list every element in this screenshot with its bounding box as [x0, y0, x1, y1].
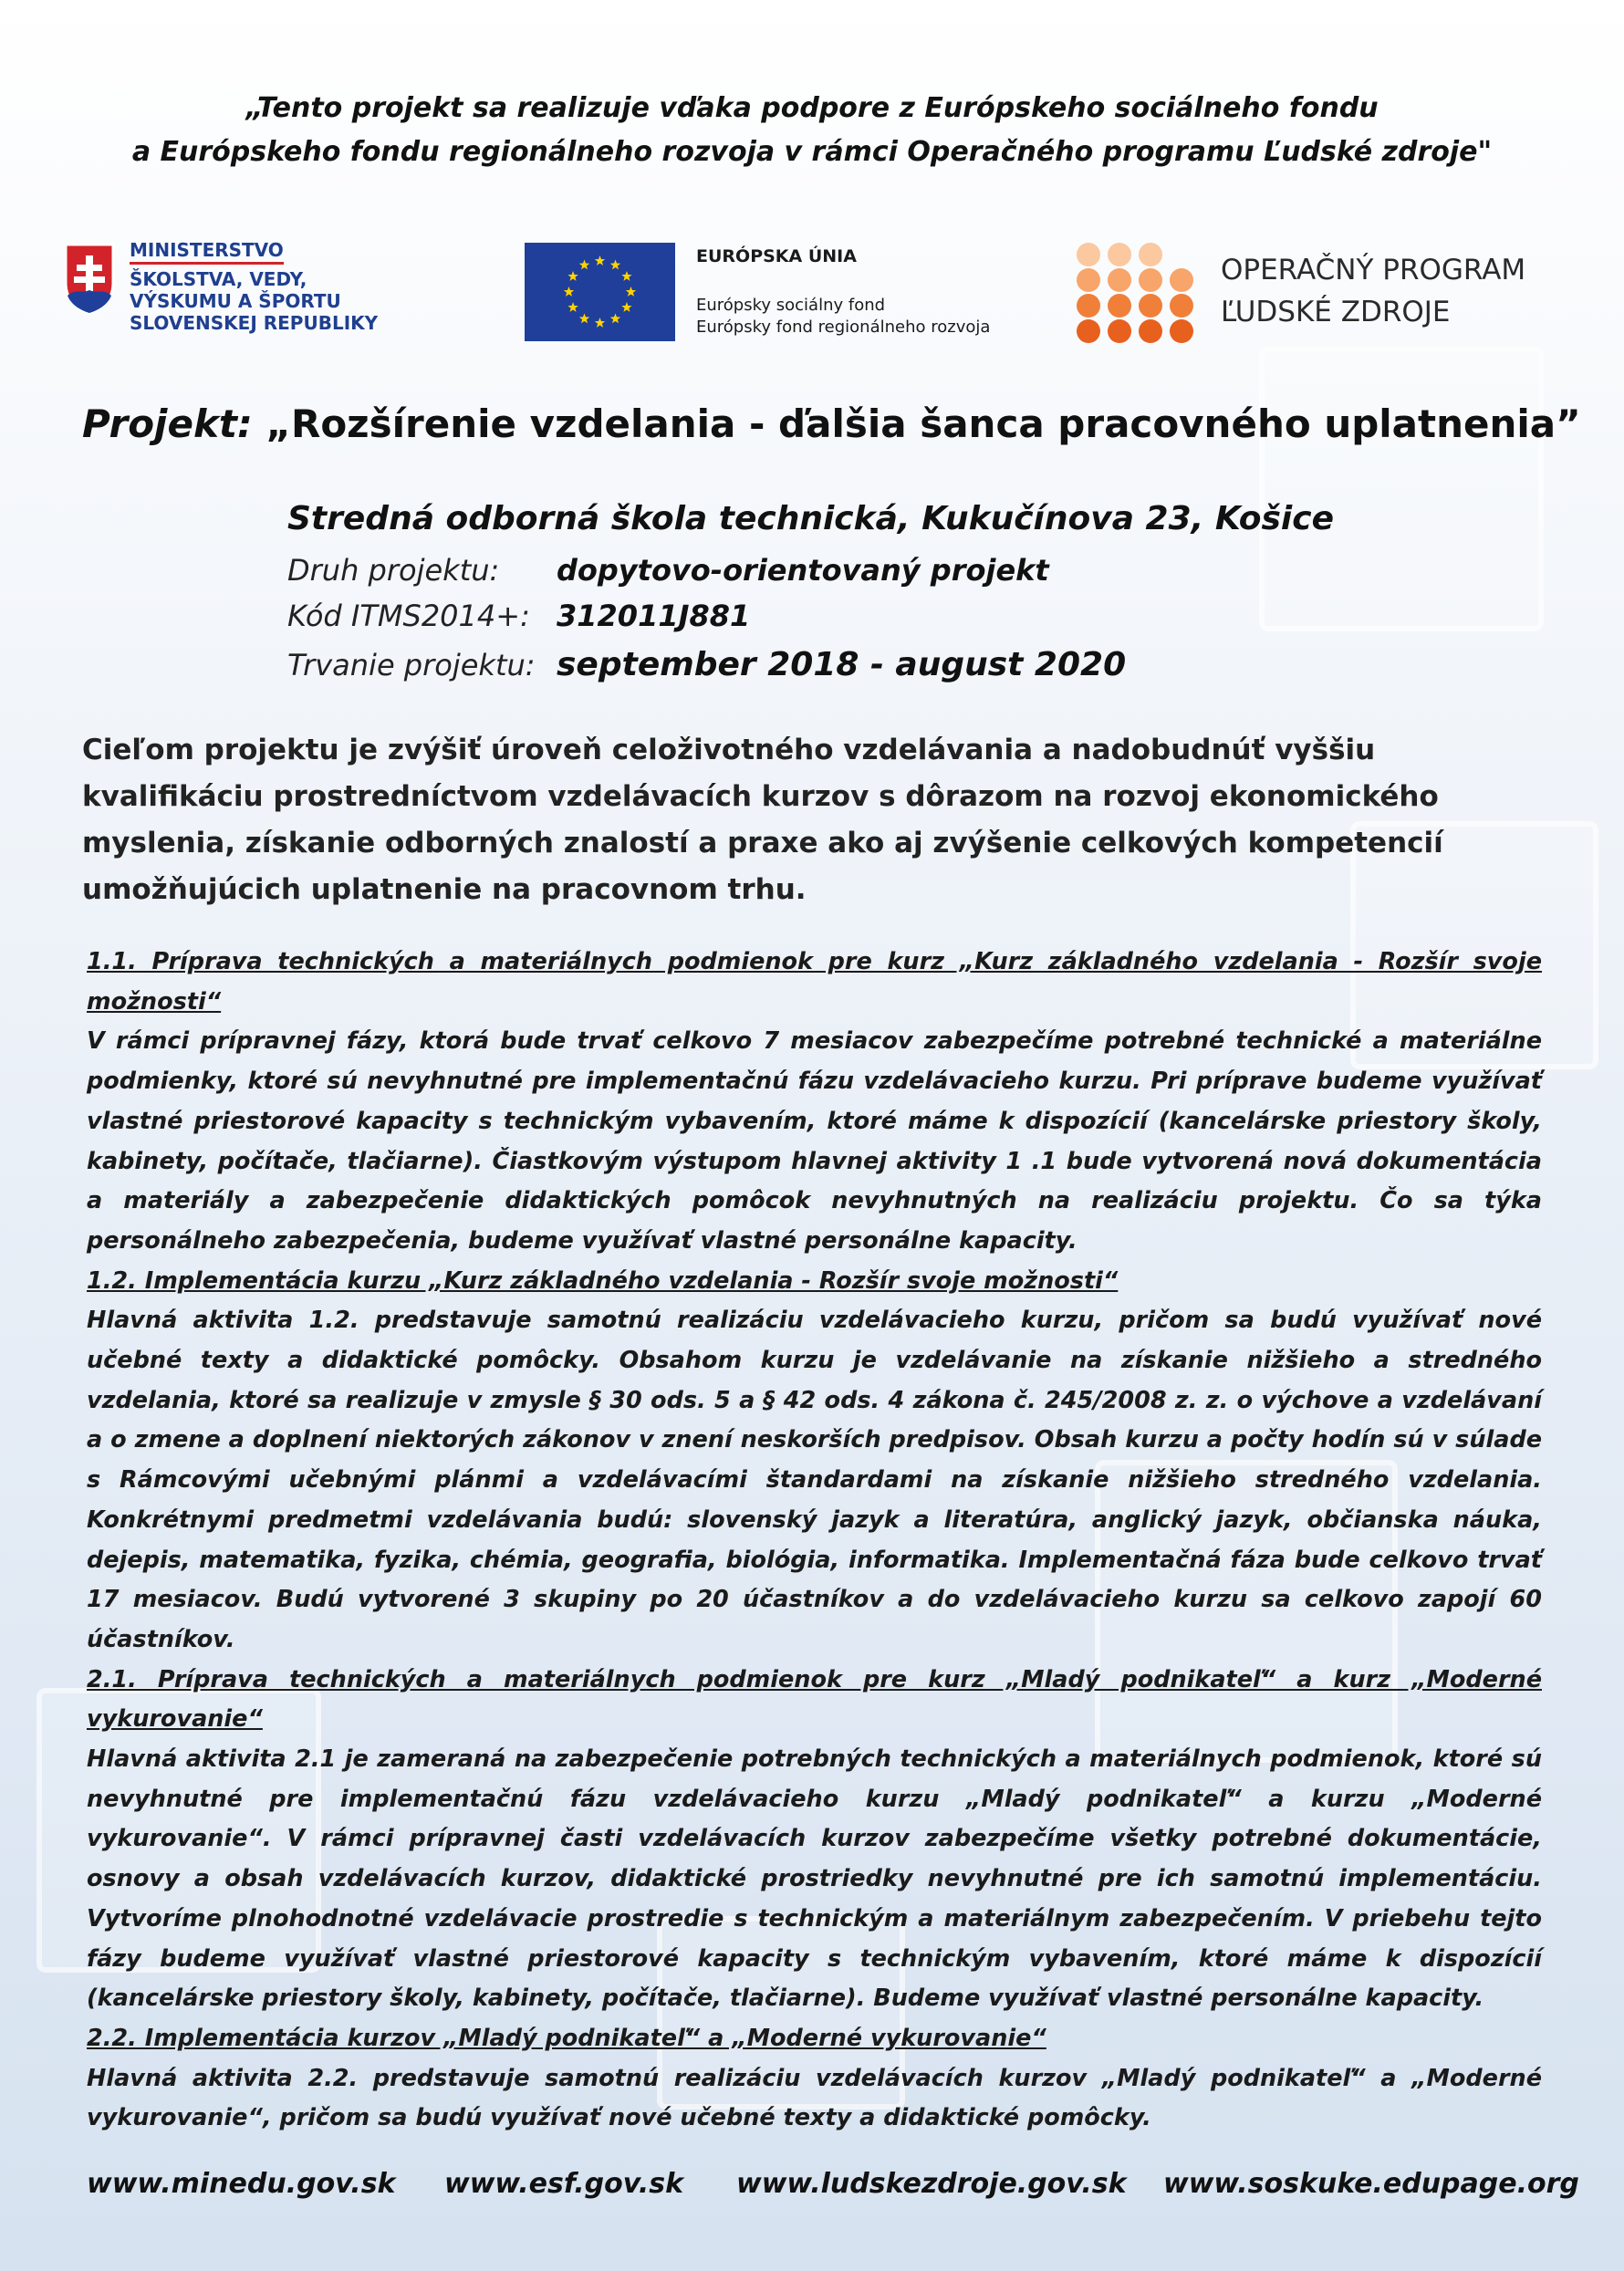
- op-dot: [1139, 268, 1162, 292]
- funding-tagline: [55, 87, 1569, 174]
- background-decoration: [1259, 347, 1544, 631]
- op-dot: [1108, 319, 1131, 343]
- op-name-line-1: OPERAČNÝ PROGRAM: [1221, 254, 1526, 286]
- op-dot: [1077, 268, 1100, 292]
- eu-star-icon: [579, 260, 589, 270]
- eu-star-icon: [595, 255, 605, 266]
- eu-star-icon: [579, 313, 589, 323]
- duration-label: Trvanie projektu:: [287, 648, 536, 682]
- op-dot: [1108, 294, 1131, 318]
- project-label: Projekt:: [82, 401, 253, 446]
- eu-flag-icon: [525, 243, 675, 341]
- op-dot: [1170, 319, 1193, 343]
- footer-link-ludskezdroje[interactable]: www.ludskezdroje.gov.sk: [736, 2168, 1127, 2200]
- activity-text: Hlavná aktivita 1.2. predstavuje samotnú realizáciu vzdelávacieho kurzu, pričom sa budú využívať nové učebné texty a didaktické pomôcky. Obsahom kurzu je vzdelávanie na získanie nižšieho a stredného vzdelania, ktoré sa realizuje v zmysle § 30 ods. 5 a § 42 ods. 4 zákona č. 245/2008 z. z. o výchove a vzdelávaní a o zmene a doplnení niektorých zákonov v znení neskorších predpisov. Obsah kurzu a počty hodín sú v súlade s Rámcovými učebnými plánmi a vzdelávacími štandardami na získanie nižšieho stredného vzdelania. Konkrétnymi predmetmi vzdelávania budú: slovenský jazyk a literatúra, anglický jazyk, občianska náuka, dejepis, matematika, fyzika, chémia, geografia, biológia, informatika. Implementačná fáza bude celkovo trvať 17 mesiacov. Budú vytvorené 3 skupiny po 20 účastníkov a do vzdelávacieho kurzu sa celkovo zapojí 60 účastníkov.: [87, 1307, 1542, 1653]
- project-type-value: dopytovo-orientovaný projekt: [557, 553, 1049, 588]
- activity-text: Hlavná aktivita 2.2. predstavuje samotnú realizáciu vzdelávacích kurzov „Mladý podnikateľ“ a „Moderné vykurovanie“, pričom sa budú využívať nové učebné texty a didaktické pomôcky.: [87, 2064, 1542, 2132]
- operational-programme-logo: [1077, 239, 1569, 344]
- eu-star-icon: [610, 260, 620, 270]
- activity-text: Hlavná aktivita 2.1 je zameraná na zabezpečenie potrebných technických a materiálnych podmienok, ktoré sú nevyhnutné pre implementačnú fázu vzdelávacieho kurzu „Mladý podnikateľ“ a kurzu „Moderné vykurovanie“. V rámci prípravnej časti vzdelávacích kurzov zabezpečíme všetky potrebné dokumentácie, osnovy a obsah vzdelávacích kurzov, didaktické prostriedky nevyhnutné pre ich samotnú implementáciu. Vytvoríme plnohodnotné vzdelávacie prostredie s technickým a materiálnym zabezpečením. V priebehu tejto fázy budeme využívať vlastné priestorové kapacity s technickým vybavením, ktoré máme k dispozícií (kancelárske priestory školy, kabinety, počítače, tlačiarne). Budeme využívať vlastné personálne kapacity.: [87, 1745, 1542, 2013]
- project-name: „Rozšírenie vzdelania - ďalšia šanca pracovného uplatnenia”: [252, 401, 1581, 446]
- school-name: Stredná odborná škola technická, Kukučínova 23, Košice: [287, 500, 1335, 537]
- footer-link-school[interactable]: www.soskuke.edupage.org: [1163, 2168, 1579, 2200]
- itms-code-label: Kód ITMS2014+:: [287, 599, 530, 633]
- project-type-row: [287, 553, 1049, 588]
- eu-star-icon: [567, 271, 578, 281]
- op-dot: [1139, 243, 1162, 266]
- project-type-label: Druh projektu:: [287, 553, 500, 588]
- footer-link-minedu[interactable]: www.minedu.gov.sk: [87, 2168, 396, 2200]
- activity-heading: 1.1. Príprava technických a materiálnych podmienok pre kurz „Kurz základného vzdelania - Rozšír svoje možnosti“: [87, 948, 1542, 1016]
- tagline-line-2: a Európskeho fondu regionálneho rozvoja v rámci Operačného programu Ľudské zdroje": [131, 136, 1493, 168]
- activity-heading: 2.2. Implementácia kurzov „Mladý podnikateľ“ a „Moderné vykurovanie“: [87, 2024, 1046, 2052]
- eu-logo: [525, 239, 1017, 344]
- op-dot: [1139, 294, 1162, 318]
- op-dot: [1077, 243, 1100, 266]
- ministry-name-line-2: ŠKOLSTVA, VEDY,: [130, 268, 307, 290]
- op-dot: [1139, 319, 1162, 343]
- project-goal-paragraph: Cieľom projektu je zvýšiť úroveň celoživotného vzdelávania a nadobudnúť vyššiu kvalifikáciu prostredníctvom vzdelávacích kurzov s dôrazom na rozvoj ekonomického myslenia, získanie odborných znalostí a praxe ako aj zvýšenie celkových kompetencií umožňujúcich uplatnenie na pracovnom trhu.: [82, 734, 1443, 906]
- duration-value: september 2018 - august 2020: [557, 646, 1127, 683]
- eu-star-icon: [621, 302, 631, 312]
- ministry-name-line-3: VÝSKUMU A ŠPORTU: [130, 290, 341, 312]
- itms-code-row: [287, 599, 750, 633]
- activity-heading: 2.1. Príprava technických a materiálnych podmienok pre kurz „Mladý podnikateľ“ a kurz „Moderné vykurovanie“: [87, 1665, 1542, 1734]
- op-dot: [1077, 319, 1100, 343]
- activity-text: V rámci prípravnej fázy, ktorá bude trvať celkovo 7 mesiacov zabezpečíme potrebné technické a materiálne podmienky, ktoré sú nevyhnutné pre implementačnú fázu vzdelávacieho kurzu. Pri príprave budeme využívať vlastné priestorové kapacity s technickým vybavením, ktoré máme k dispozícií (kancelárske priestory školy, kabinety, počítače, tlačiarne). Čiastkovým výstupom hlavnej aktivity 1 .1 bude vytvorená nová dokumentácia a materiály a zabezpečenie didaktických pomôcok nevyhnutných na realizáciu projektu. Čo sa týka personálneho zabezpečenia, budeme využívať vlastné personálne kapacity.: [87, 1027, 1542, 1255]
- eu-star-icon: [595, 318, 605, 328]
- duration-row: [287, 646, 1126, 683]
- op-dot: [1170, 268, 1193, 292]
- activities-section: [87, 943, 1542, 2139]
- op-name-line-2: ĽUDSKÉ ZDROJE: [1221, 296, 1451, 328]
- eu-title: EURÓPSKA ÚNIA: [696, 246, 857, 266]
- eu-star-icon: [626, 286, 636, 297]
- eu-fund-line-1: Európsky sociálny fond: [696, 296, 886, 315]
- project-title: [82, 401, 1581, 446]
- op-dots-icon: [1077, 243, 1177, 343]
- eu-fund-line-2: Európsky fond regionálneho rozvoja: [696, 318, 991, 337]
- eu-star-icon: [621, 271, 631, 281]
- itms-code-value: 312011J881: [557, 599, 751, 633]
- eu-star-icon: [567, 302, 578, 312]
- activity-heading: 1.2. Implementácia kurzu „Kurz základného vzdelania - Rozšír svoje možnosti“: [87, 1266, 1119, 1295]
- ministry-name-line-4: SLOVENSKEJ REPUBLIKY: [130, 312, 379, 334]
- footer-link-esf[interactable]: www.esf.gov.sk: [444, 2168, 684, 2200]
- eu-star-icon: [610, 313, 620, 323]
- op-dot: [1170, 294, 1193, 318]
- op-dot: [1077, 294, 1100, 318]
- slovak-coat-of-arms-icon: [64, 243, 115, 316]
- footer-links: [87, 2168, 1579, 2210]
- ministry-name-line-1: MINISTERSTVO: [130, 239, 284, 265]
- op-dot: [1108, 268, 1131, 292]
- ministry-logo: [64, 239, 447, 344]
- op-dot: [1108, 243, 1131, 266]
- tagline-line-1: „Tento projekt sa realizuje vďaka podpore z Európskeho sociálneho fondu: [245, 92, 1379, 124]
- eu-star-icon: [564, 286, 574, 297]
